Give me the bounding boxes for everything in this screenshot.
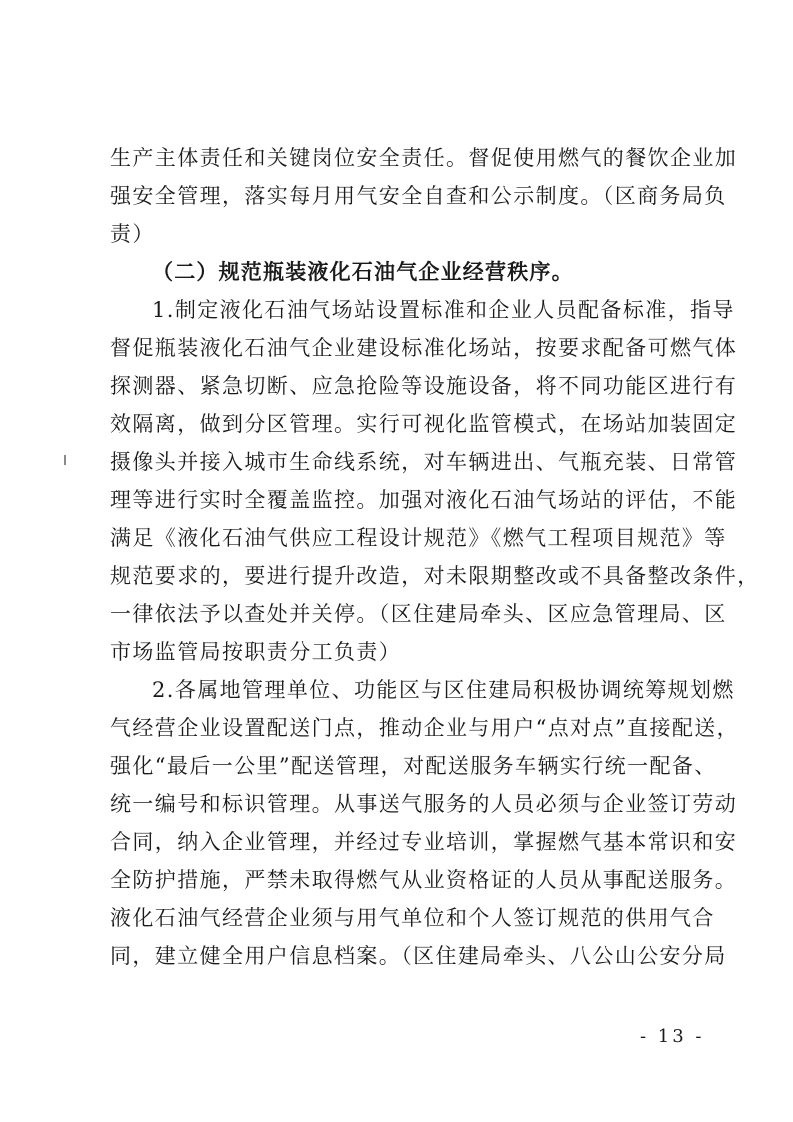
text-line: 强化“最后一公里”配送管理，对配送服务车辆实行统一配备、 xyxy=(110,754,717,778)
text-line: 统一编号和标识管理。从事送气服务的人员必须与企业签订劳动 xyxy=(110,792,738,816)
paragraph-start: 1.制定液化石油气场站设置标准和企业人员配备标准，指导 xyxy=(152,298,735,322)
text-line: 效隔离，做到分区管理。实行可视化监管模式，在场站加装固定 xyxy=(110,412,738,436)
text-line: 摄像头并接入城市生命线系统，对车辆进出、气瓶充装、日常管 xyxy=(110,450,738,474)
text-line: 督促瓶装液化石油气企业建设标准化场站，按要求配备可燃气体 xyxy=(110,336,738,360)
text-line: 市场监管局按职责分工负责） xyxy=(110,640,402,664)
page-number: - 13 - xyxy=(640,1026,705,1047)
text-line: 合同，纳入企业管理，并经过专业培训，掌握燃气基本常识和安 xyxy=(110,830,738,854)
text-line: 强安全管理，落实每月用气安全自查和公示制度。（区商务局负 xyxy=(110,184,727,208)
text-line: 同，建立健全用户信息档案。（区住建局牵头、八公山公安分局 xyxy=(110,944,727,968)
section-heading: （二）规范瓶装液化石油气企业经营秩序。 xyxy=(152,260,574,284)
text-line: 液化石油气经营企业须与用气单位和个人签订规范的供用气合 xyxy=(110,906,715,930)
scan-mark xyxy=(64,455,66,465)
text-line: 一律依法予以查处并关停。（区住建局牵头、区应急管理局、区 xyxy=(110,602,727,626)
text-line: 生产主体责任和关键岗位安全责任。督促使用燃气的餐饮企业加 xyxy=(110,146,738,170)
text-line: 探测器、紧急切断、应急抢险等设施设备，将不同功能区进行有 xyxy=(110,374,738,398)
text-line: 理等进行实时全覆盖监控。加强对液化石油气场站的评估，不能 xyxy=(110,488,738,512)
text-line: 气经营企业设置配送门点，推动企业与用户“点对点”直接配送， xyxy=(110,716,740,740)
text-line: 满足《液化石油气供应工程设计规范》《燃气工程项目规范》等 xyxy=(110,526,727,550)
text-line: 规范要求的，要进行提升改造，对未限期整改或不具备整改条件， xyxy=(110,564,760,588)
text-line: 责） xyxy=(110,222,155,246)
paragraph-start: 2.各属地管理单位、功能区与区住建局积极协调统筹规划燃 xyxy=(152,678,735,702)
text-line: 全防护措施，严禁未取得燃气从业资格证的人员从事配送服务。 xyxy=(110,868,738,892)
